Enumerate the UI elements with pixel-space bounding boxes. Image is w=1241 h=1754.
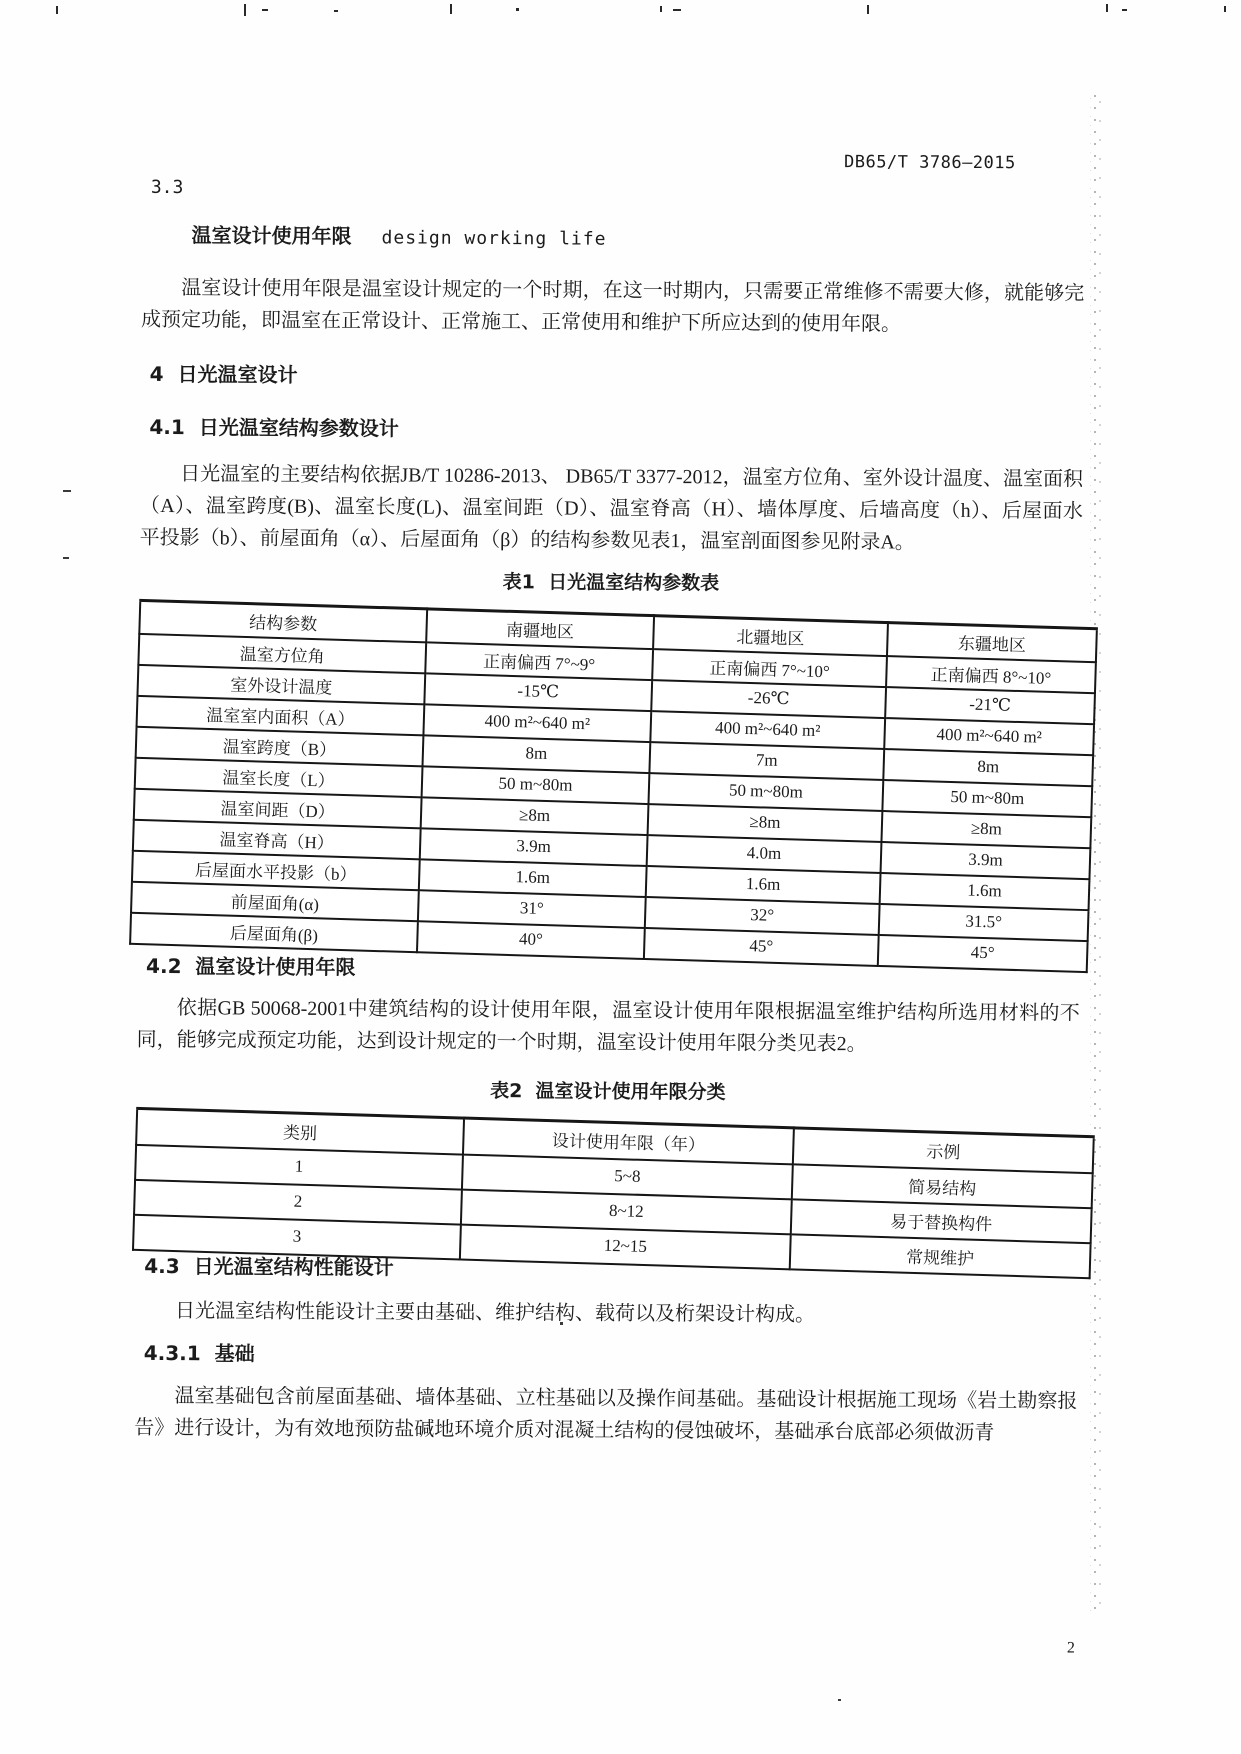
table-header-cell: 示例	[793, 1128, 1094, 1173]
paragraph-4-3: 日光温室结构性能设计主要由基础、维护结构、载荷以及桁架设计构成。	[174, 1300, 816, 1327]
table-cell: 1	[135, 1144, 463, 1189]
table-cell: 温室脊高（H）	[133, 819, 421, 859]
table-cell: 正南偏西 7°~9°	[425, 642, 653, 680]
term-heading	[191, 219, 606, 251]
table-cell: 1.6m	[419, 859, 647, 897]
table1-wrapper	[129, 599, 1098, 973]
table-cell: 3.9m	[881, 841, 1091, 878]
table-cell: 后屋面水平投影（b）	[132, 850, 420, 890]
table-cell: 3.9m	[420, 828, 648, 866]
table-cell: 7m	[649, 742, 884, 780]
table-cell: 简易结构	[792, 1164, 1093, 1208]
table-cell: 后屋面角(β)	[130, 912, 418, 952]
table-cell: 温室长度（L）	[135, 757, 423, 797]
table-cell: -15℃	[424, 673, 652, 711]
table-cell: ≥8m	[648, 804, 883, 842]
table-cell: 8~12	[461, 1189, 792, 1234]
table-cell: 400 m²~640 m²	[423, 704, 651, 742]
table-header-cell: 类别	[136, 1108, 464, 1154]
clause-number-3-3: 3.3	[150, 176, 184, 199]
table-cell: 32°	[645, 897, 880, 935]
table-cell: 正南偏西 7°~10°	[652, 649, 887, 687]
table-cell: 3	[133, 1214, 461, 1259]
table-cell: 温室间距（D）	[134, 788, 422, 828]
table-cell: 31°	[418, 890, 646, 928]
table-cell: 温室跨度（B）	[136, 726, 424, 766]
table-cell: 正南偏西 8°~10°	[886, 656, 1096, 693]
section-heading-4-2: 4.2 温室设计使用年限	[146, 953, 356, 980]
table-cell: ≥8m	[881, 810, 1091, 847]
table-cell: 8m	[423, 735, 651, 773]
table-cell: 45°	[878, 934, 1088, 971]
table1-caption: 表1 日光温室结构参数表	[502, 571, 720, 595]
table-cell: 温室方位角	[138, 633, 426, 673]
term-chinese: 温室设计使用年限	[191, 223, 352, 249]
table-cell: ≥8m	[421, 797, 649, 835]
table-cell: 400 m²~640 m²	[650, 711, 885, 749]
table-header-cell: 南疆地区	[426, 609, 654, 649]
table-cell: 易于替换构件	[791, 1199, 1092, 1243]
paragraph-4-3-1: 温室基础包含前屋面基础、墙体基础、立柱基础以及操作间基础。基础设计根据施工现场《岩土勘察报告》进行设计，为有效地预防盐碱地环境介质对混凝土结构的侵蚀破坏，基础承台底部必须做沥青	[134, 1385, 1078, 1445]
standard-code-header: DB65/T 3786—2015	[843, 152, 1016, 174]
table-cell: 1.6m	[880, 872, 1090, 909]
table2-caption: 表2 温室设计使用年限分类	[490, 1080, 726, 1104]
table-cell: 常规维护	[790, 1234, 1091, 1278]
table-cell: -21℃	[885, 687, 1095, 724]
table-cell: 45°	[644, 928, 879, 966]
table-header-cell: 北疆地区	[653, 616, 888, 656]
section-heading-4-1: 4.1 日光温室结构参数设计	[149, 414, 399, 441]
table-cell: 31.5°	[879, 903, 1089, 940]
paragraph-3-3: 温室设计使用年限是温室设计规定的一个时期，在这一时期内，只需要正常维修不需要大修，就能够完成预定功能，即温室在正常设计、正常施工、正常使用和维护下所应达到的使用年限。	[140, 277, 1085, 336]
term-english: design working life	[381, 227, 607, 250]
page-number: 2	[1066, 1639, 1076, 1657]
paragraph-4-1: 日光温室的主要结构依据JB/T 10286-2013、 DB65/T 3377-2012，温室方位角、室外设计温度、温室面积（A）、温室跨度(B)、温室长度(L)、温室间距（D）、温室脊高（H）、墙体厚度、后墙高度（h）、后屋面水平投影（b）、前屋面角（α）、后屋面角（β）的结构参数见表1，温室剖面图参见附录A。	[139, 463, 1084, 554]
table-header-cell: 东疆地区	[887, 623, 1097, 662]
table-cell: 400 m²~640 m²	[884, 718, 1094, 755]
table1	[129, 599, 1098, 973]
table-cell: 室外设计温度	[137, 664, 425, 704]
table-cell: 50 m~80m	[882, 780, 1092, 817]
table-cell: 温室室内面积（A）	[137, 695, 425, 735]
table-cell: -26℃	[651, 680, 886, 718]
table-cell: 1.6m	[646, 866, 881, 904]
table-cell: 前屋面角(α)	[131, 881, 419, 921]
table-cell: 50 m~80m	[648, 773, 883, 811]
paragraph-4-2: 依据GB 50068-2001中建筑结构的设计使用年限，温室设计使用年限根据温室维护结构所选用材料的不同，能够完成预定功能，达到设计规定的一个时期，温室设计使用年限分类见表2。	[136, 997, 1080, 1056]
section-heading-4: 4 日光温室设计	[149, 361, 298, 387]
table-header-cell: 结构参数	[139, 600, 427, 641]
table-cell: 2	[134, 1179, 462, 1224]
table-cell: 5~8	[462, 1154, 793, 1199]
section-heading-4-3-1: 4.3.1 基础	[143, 1340, 255, 1366]
table-cell: 12~15	[460, 1224, 791, 1269]
table-cell: 40°	[417, 921, 645, 959]
table-cell: 8m	[883, 749, 1093, 786]
table-header-cell: 设计使用年限（年）	[463, 1118, 794, 1164]
section-heading-4-3: 4.3 日光温室结构性能设计	[144, 1253, 394, 1280]
table-cell: 50 m~80m	[422, 766, 650, 804]
table-cell: 4.0m	[647, 835, 882, 873]
